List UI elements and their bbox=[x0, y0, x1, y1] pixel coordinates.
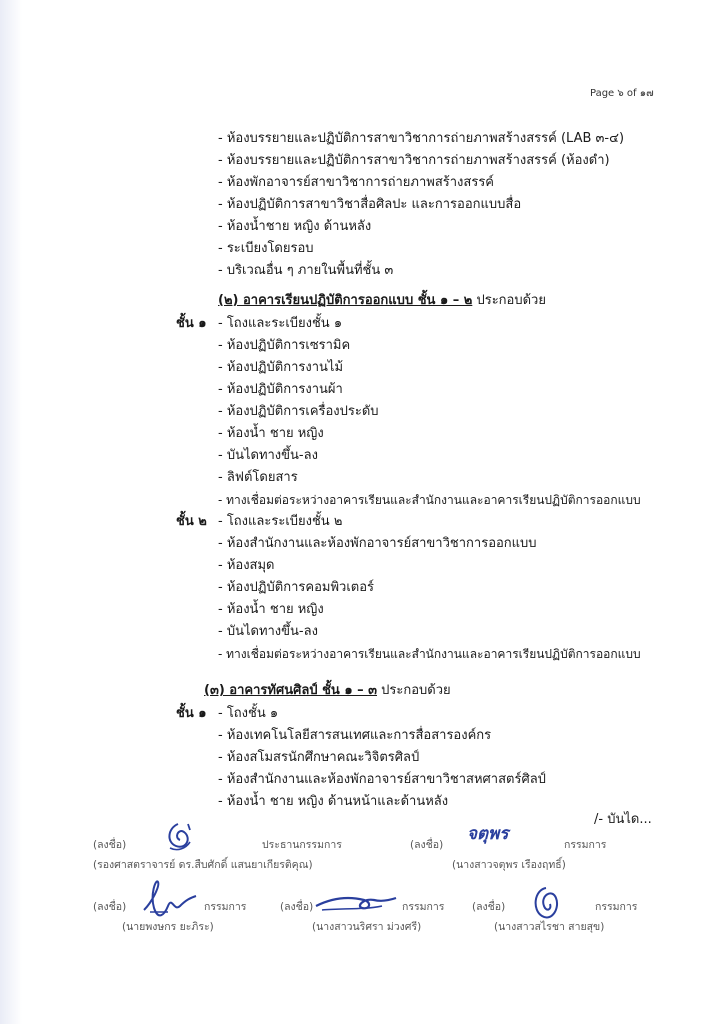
section-suffix: ประกอบด้วย bbox=[381, 683, 451, 698]
signer-name: (รองศาสตราจารย์ ดร.สืบศักดิ์ แสนยาเกียรติคุณ) bbox=[93, 859, 313, 871]
member4-signature bbox=[528, 880, 564, 924]
list-item: - บันไดทางขึ้น-ลง bbox=[218, 448, 318, 463]
list-item: - บริเวณอื่น ๆ ภายในพื้นที่ชั้น ๓ bbox=[218, 263, 394, 278]
list-item: - ลิฟต์โดยสาร bbox=[218, 470, 298, 485]
sign-label: (ลงชื่อ) bbox=[410, 839, 444, 851]
list-item: - ห้องน้ำ ชาย หญิง ด้านหน้าและด้านหลัง bbox=[218, 794, 449, 809]
list-item: - ห้องปฏิบัติการคอมพิวเตอร์ bbox=[218, 580, 374, 595]
signer-name: (นายพงษกร ยะภิระ) bbox=[122, 921, 214, 933]
list-item: - ห้องบรรยายและปฏิบัติการสาขาวิชาการถ่ายภาพสร้างสรรค์ (ห้องดำ) bbox=[218, 153, 610, 168]
list-item: - โถงและระเบียงชั้น ๑ bbox=[218, 316, 343, 331]
list-item: - โถงชั้น ๑ bbox=[218, 706, 279, 721]
section-title: (๓) อาคารทัศนศิลป์ ชั้น ๑ – ๓ bbox=[204, 683, 378, 698]
sign-label: (ลงชื่อ) bbox=[93, 839, 127, 851]
list-item: - ห้องปฏิบัติการงานผ้า bbox=[218, 382, 343, 397]
list-item: - ห้องพักอาจารย์สาขาวิชาการถ่ายภาพสร้างสรรค์ bbox=[218, 175, 494, 190]
list-item: - ห้องปฏิบัติการเครื่องประดับ bbox=[218, 404, 379, 419]
signer-name: (นางสาวสไรชา สายสุข) bbox=[494, 921, 605, 933]
list-item: - ห้องน้ำชาย หญิง ด้านหลัง bbox=[218, 219, 372, 234]
sign-label: (ลงชื่อ) bbox=[280, 901, 314, 913]
list-item: - ห้องสำนักงานและห้องพักอาจารย์สาขาวิชาการออกแบบ bbox=[218, 536, 537, 551]
section-heading bbox=[204, 683, 451, 699]
section-suffix: ประกอบด้วย bbox=[476, 293, 546, 308]
handwritten-signature: จตุพร bbox=[467, 824, 509, 844]
signer-role: กรรมการ bbox=[564, 839, 607, 851]
scan-edge-shadow bbox=[0, 0, 22, 1024]
list-item: - ทางเชื่อมต่อระหว่างอาคารเรียนและสำนักงานและอาคารเรียนปฏิบัติการออกแบบ bbox=[218, 493, 641, 507]
section-title: (๒) อาคารเรียนปฏิบัติการออกแบบ ชั้น ๑ – ๒ bbox=[218, 293, 473, 308]
list-item: - โถงและระเบียงชั้น ๒ bbox=[218, 514, 343, 529]
list-item: - ห้องน้ำ ชาย หญิง bbox=[218, 426, 324, 441]
list-item: - ระเบียงโดยรอบ bbox=[218, 241, 314, 256]
sign-label: (ลงชื่อ) bbox=[472, 901, 506, 913]
list-item: - ทางเชื่อมต่อระหว่างอาคารเรียนและสำนักงานและอาคารเรียนปฏิบัติการออกแบบ bbox=[218, 647, 641, 661]
list-item: - ห้องปฏิบัติการเซรามิค bbox=[218, 338, 351, 353]
page-number: Page ๖ of ๑๗ bbox=[590, 88, 654, 99]
signer-name: (นางสาวนริศรา ม่วงศรี) bbox=[312, 921, 422, 933]
list-item: - ห้องสโมสรนักศึกษาคณะวิจิตรศิลป์ bbox=[218, 750, 420, 765]
list-item: - บันไดทางขึ้น-ลง bbox=[218, 624, 318, 639]
list-item: - ห้องสมุด bbox=[218, 558, 275, 573]
floor-label: ชั้น ๒ bbox=[176, 514, 207, 529]
chair-signature bbox=[160, 818, 200, 856]
sign-label: (ลงชื่อ) bbox=[93, 901, 127, 913]
list-item: - ห้องปฏิบัติการสาขาวิชาสื่อศิลปะ และการออกแบบสื่อ bbox=[218, 197, 522, 212]
signer-role: กรรมการ bbox=[204, 901, 247, 913]
floor-label: ชั้น ๑ bbox=[176, 706, 207, 721]
signer-name: (นางสาวจตุพร เรืองฤทธิ์) bbox=[452, 859, 566, 871]
floor-label: ชั้น ๑ bbox=[176, 316, 207, 331]
list-item: - ห้องเทคโนโลยีสารสนเทศและการสื่อสารองค์กร bbox=[218, 728, 492, 743]
signer-role: กรรมการ bbox=[595, 901, 638, 913]
member3-signature bbox=[312, 888, 398, 918]
list-item: - ห้องสำนักงานและห้องพักอาจารย์สาขาวิชาสหศาสตร์ศิลป์ bbox=[218, 772, 546, 787]
section-heading bbox=[218, 293, 546, 309]
signer-role: ประธานกรรมการ bbox=[262, 839, 342, 851]
continue-note: /- บันได... bbox=[594, 812, 652, 827]
list-item: - ห้องปฏิบัติการงานไม้ bbox=[218, 360, 344, 375]
list-item: - ห้องบรรยายและปฏิบัติการสาขาวิชาการถ่ายภาพสร้างสรรค์ (LAB ๓-๔) bbox=[218, 131, 625, 146]
list-item: - ห้องน้ำ ชาย หญิง bbox=[218, 602, 324, 617]
signer-role: กรรมการ bbox=[402, 901, 445, 913]
